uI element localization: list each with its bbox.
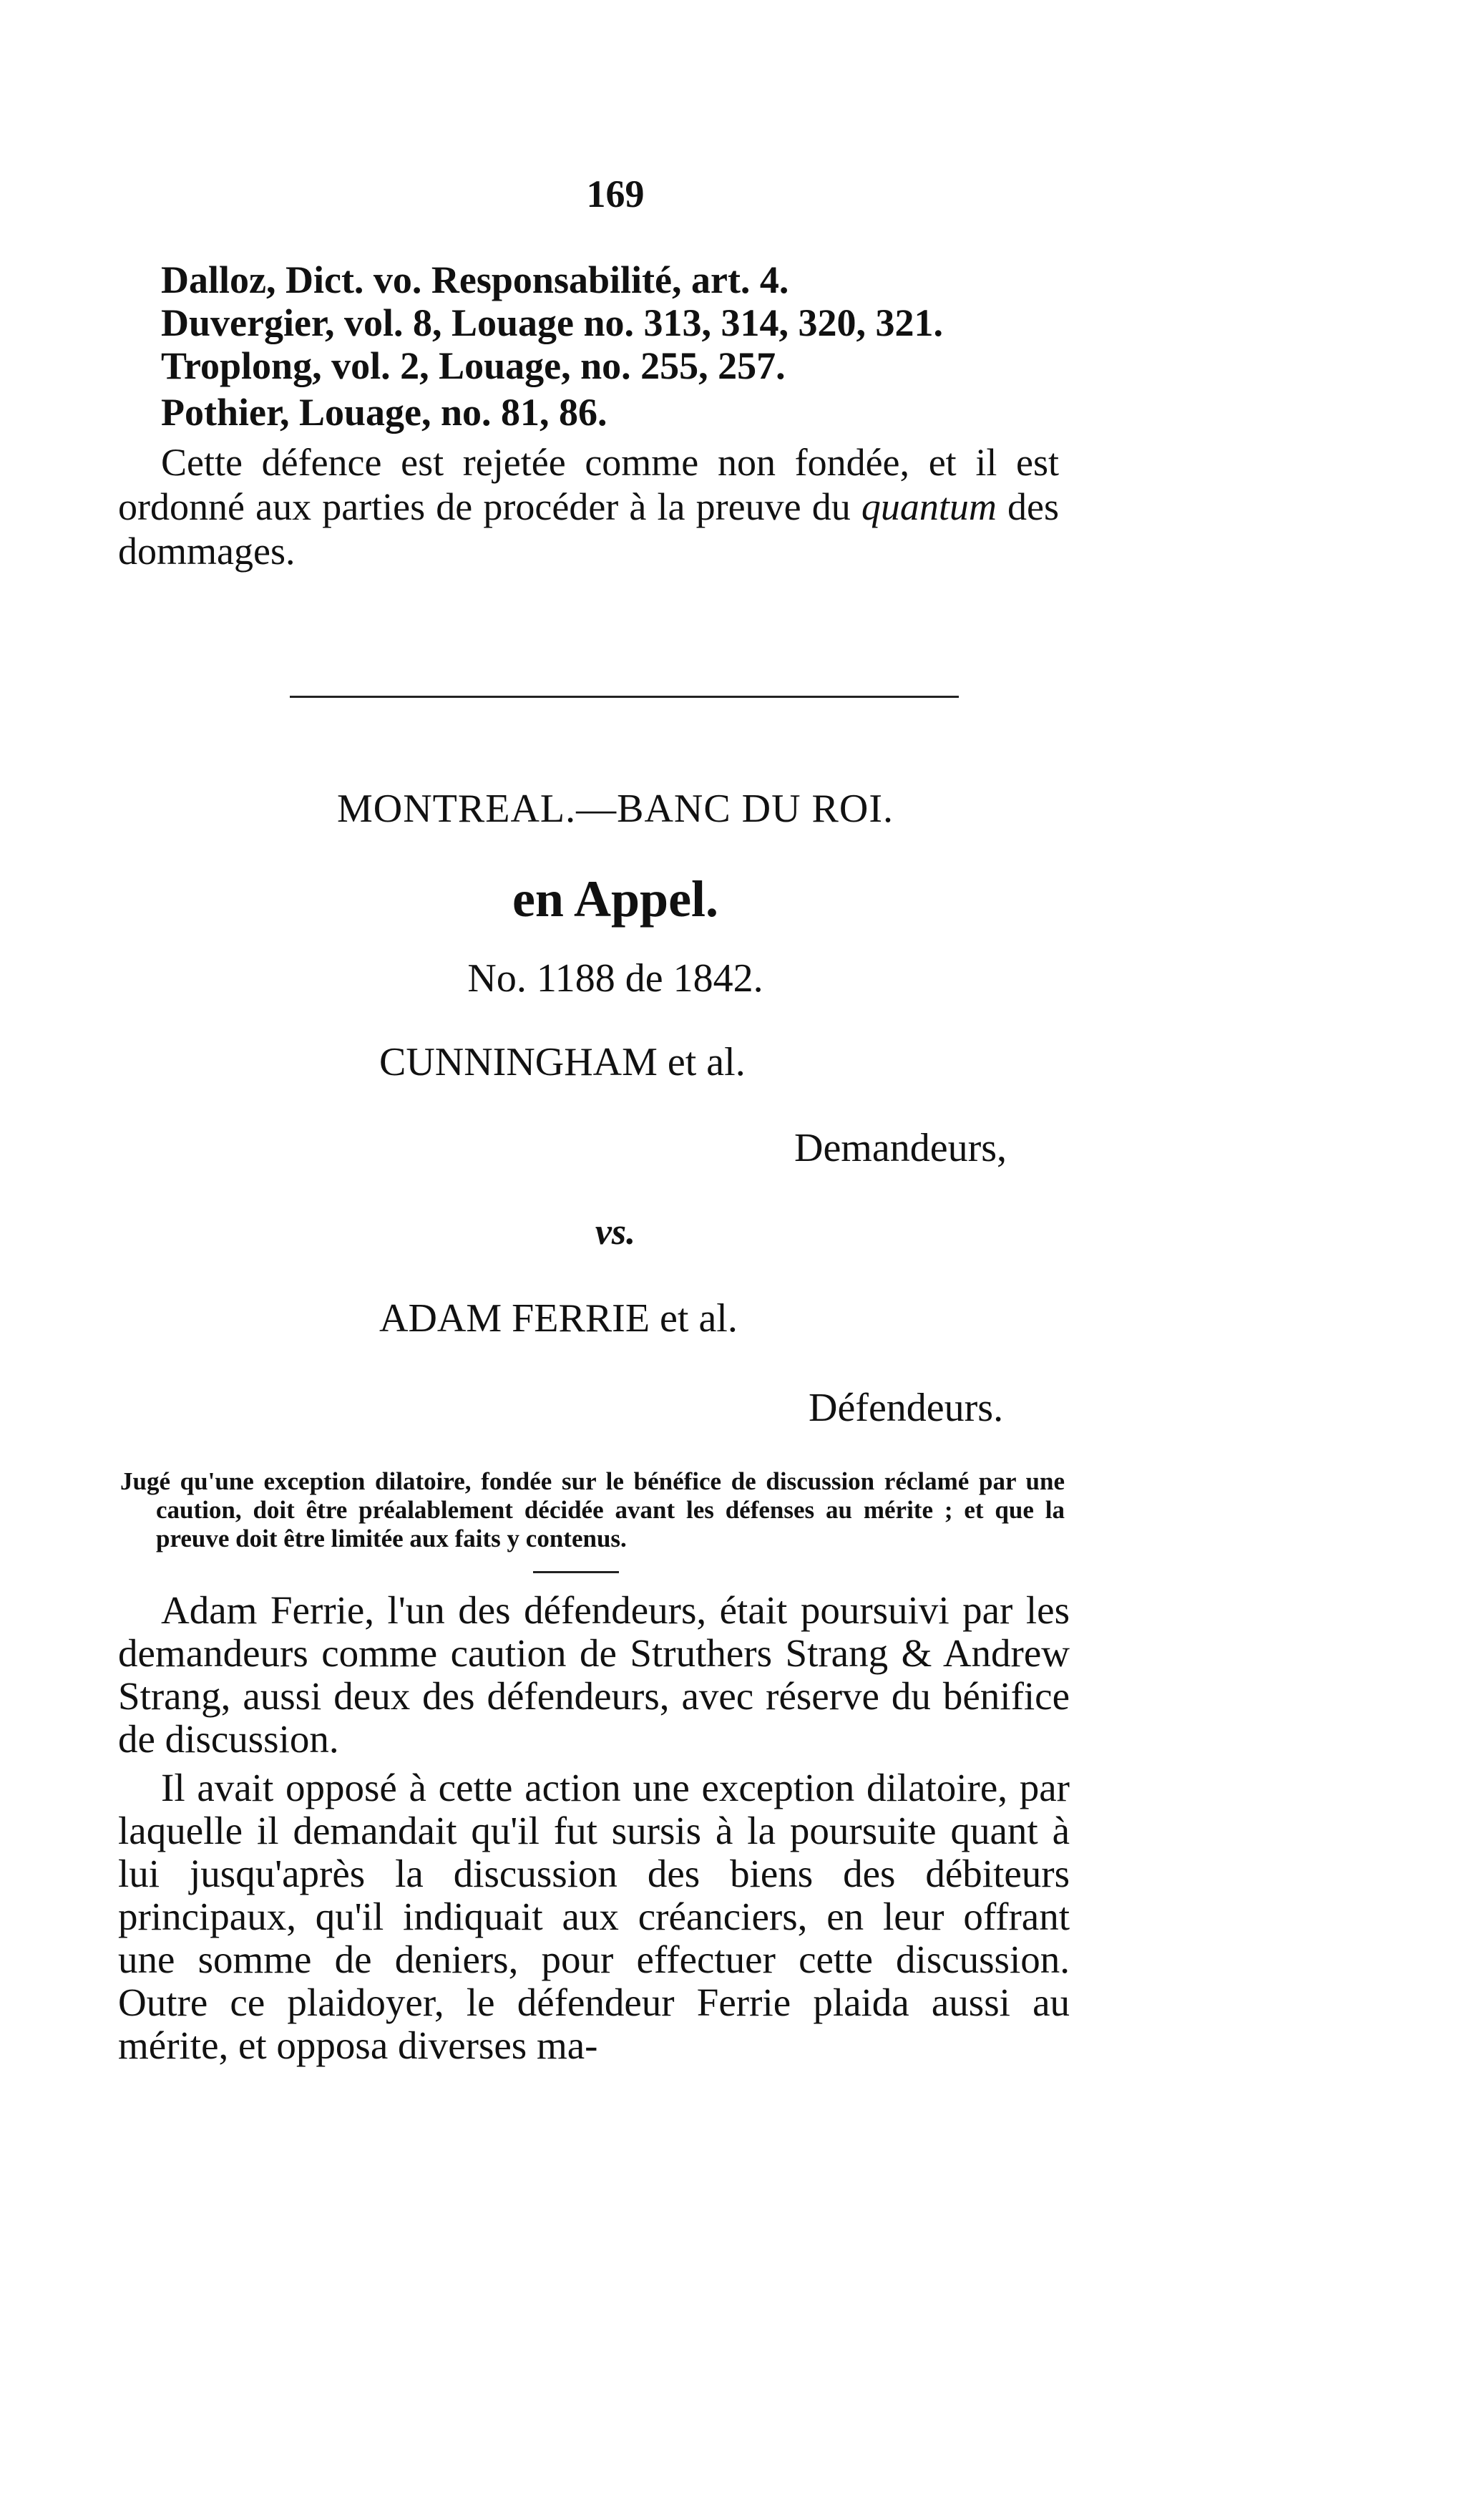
reference-duvergier: Duvergier, vol. 8, Louage no. 313, 314, 320, 321. [161, 301, 943, 344]
headnote-divider [533, 1571, 619, 1573]
reference-pothier: Pothier, Louage, no. 81, 86. [161, 391, 607, 434]
section-divider [290, 696, 959, 698]
appeal-subtitle: en Appel. [512, 870, 719, 928]
ruling-text-end: des dommages. [118, 485, 1059, 573]
reference-troplong: Troplong, vol. 2, Louage, no. 255, 257. [161, 344, 786, 387]
case-number: No. 1188 de 1842. [467, 956, 763, 1001]
defendant-name: ADAM FERRIE et al. [379, 1296, 738, 1341]
body-paragraph: Adam Ferrie, l'un des défendeurs, était poursuivi par les demandeurs comme caution de Struthers Strang & Andrew Strang, aussi deux des défendeurs, avec réserve du bénifice de discussion. [118, 1588, 1070, 1761]
defendant-role: Défendeurs. [809, 1386, 1004, 1430]
court-heading: MONTREAL.—BANC DU ROI. [337, 787, 894, 831]
page-number: 169 [586, 172, 645, 215]
ruling-paragraph [118, 440, 1059, 573]
headnote: Jugé qu'une exception dilatoire, fondée sur le bénéfice de discussion réclamé par une caution, doit être préalablement décidée avant les défenses au mérite ; et que la preuve doit être limitée aux faits y contenus. [120, 1467, 1065, 1552]
body-paragraph: Il avait opposé à cette action une exception dilatoire, par laquelle il demandait qu'il fut sursis à la poursuite quant à lui jusqu'après la discussion des biens des débiteurs principaux, qu'il indiquait aux créanciers, en leur offrant une somme de deniers, pour effectuer cette discussion. Outre ce plaidoyer, le défendeur Ferrie plaida aussi au mérite, et opposa diverses ma- [118, 1766, 1070, 2067]
plaintiff-role: Demandeurs, [794, 1126, 1007, 1170]
ruling-text-italic: quantum [861, 485, 997, 528]
plaintiff-name: CUNNINGHAM et al. [379, 1040, 746, 1084]
versus-label: vs. [595, 1212, 636, 1253]
ruling-text-start: Cette défence est rejetée comme non fondée, et il est ordonné aux parties de procéder à la preuve du [118, 441, 1059, 528]
reference-dalloz: Dalloz, Dict. vo. Responsabilité, art. 4. [161, 258, 789, 301]
body-text [118, 1589, 1070, 2067]
